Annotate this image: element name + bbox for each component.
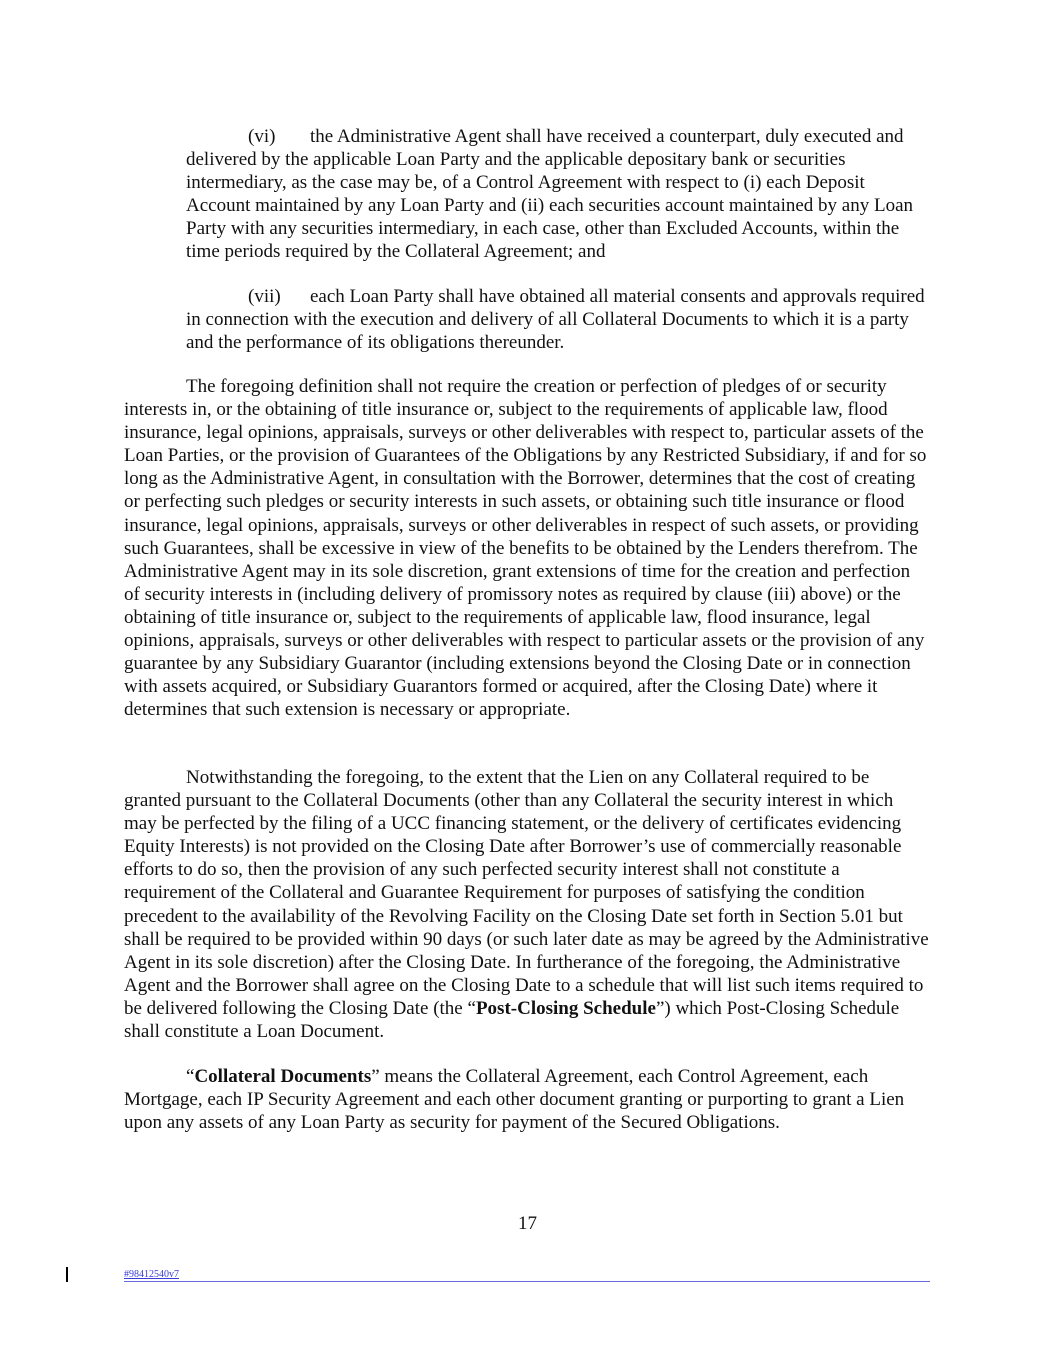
paragraph-text: The foregoing definition shall not require the creation or perfection of pledges of or security interests in, or the obtaining of title insurance or, subject to the requirements of applicable law, flood insurance, legal opinions, appraisals, surveys or other deliverables with respect to, particular assets of the Loan Parties, or the provision of Guarantees of the Obligations by any Restricted Subsidiary, if and for so long as the Administrative Agent, in consultation with the Borrower, determines that the cost of creating or perfecting such pledges or security interests in such assets, or obtaining such title insurance or flood insurance, legal opinions, appraisals, surveys or other deliverables in respect of such assets, or providing such Guarantees, shall be excessive in view of the benefits to be obtained by the Lenders therefrom. The Administrative Agent may in its sole discretion, grant extensions of time for the creation and perfection of security interests in (including delivery of promissory notes as required by clause (iii) above) or the obtaining of title insurance or, subject to the requirements of applicable law, flood insurance, legal opinions, appraisals, surveys or other deliverables with respect to particular assets or the provision of any guarantee by any Subsidiary Guarantor (including extensions beyond the Closing Date or in connection with assets acquired, or Subsidiary Guarantors formed or acquired, after the Closing Date) where it determines that such extension is necessary or appropriate. (124, 376, 927, 721)
paragraph-text: Notwithstanding the foregoing, to the extent that the Lien on any Collateral required to be granted pursuant to the Collateral Documents (other than any Collateral the security interest in which may be perfected by the filing of a UCC financing statement, or the delivery of certificates evidencing Equity Interests) is not provided on the Closing Date after Borrower’s use of commercially reasonable efforts to do so, then the provision of any such perfected security interest shall not constitute a requirement of the Collateral and Guarantee Requirement for purposes of satisfying the condition precedent to the availability of the Revolving Facility on the Closing Date set forth in Section 5.01 but shall be required to be provided within 90 days (or such later date as may be agreed by the Administrative Agent in its sole discretion) after the Closing Date. In furtherance of the foregoing, the Administrative Agent and the Borrower shall agree on the Closing Date to a schedule that will list such items required to be delivered following the Closing Date (the “ (124, 767, 929, 1019)
defined-term-post-closing-schedule: Post-Closing Schedule (475, 997, 656, 1019)
paragraph-text-end: ”) which Post-Closing Schedule shall constitute a Loan Document. (124, 997, 900, 1043)
clause-number: (vi) (248, 126, 276, 147)
clause-vii (186, 285, 931, 354)
revision-change-bar (66, 1267, 68, 1282)
definition-collateral-documents (124, 1065, 930, 1134)
clause-number: (vii) (248, 286, 281, 307)
paragraph-notwithstanding (124, 766, 930, 1043)
clause-vi (186, 125, 931, 264)
document-id: #98412540v7 (124, 1269, 179, 1280)
defined-term-collateral-documents: Collateral Documents (194, 1066, 372, 1087)
open-quote: “ (186, 1066, 195, 1087)
footer-rule (124, 1281, 930, 1282)
paragraph-foregoing-definition (124, 375, 930, 721)
definition-text: ” means the Collateral Agreement, each Control Agreement, each Mortgage, each IP Security Agreement and each other document granting or purporting to grant a Lien upon any assets of any Loan Party as security for payment of the Secured Obligations. (124, 1066, 905, 1134)
page-number: 17 (518, 1213, 537, 1234)
clause-text: the Administrative Agent shall have received a counterpart, duly executed and delivered by the applicable Loan Party and the applicable depositary bank or securities intermediary, as the case may be, of a Control Agreement with respect to (i) each Deposit Account maintained by any Loan Party and (ii) each securities account maintained by any Loan Party with any securities intermediary, in each case, other than Excluded Accounts, within the time periods required by the Collateral Agreement; and (186, 126, 914, 263)
clause-text: each Loan Party shall have obtained all material consents and approvals required in connection with the execution and delivery of all Collateral Documents to which it is a party and the performance of its obligations thereunder. (186, 286, 925, 354)
